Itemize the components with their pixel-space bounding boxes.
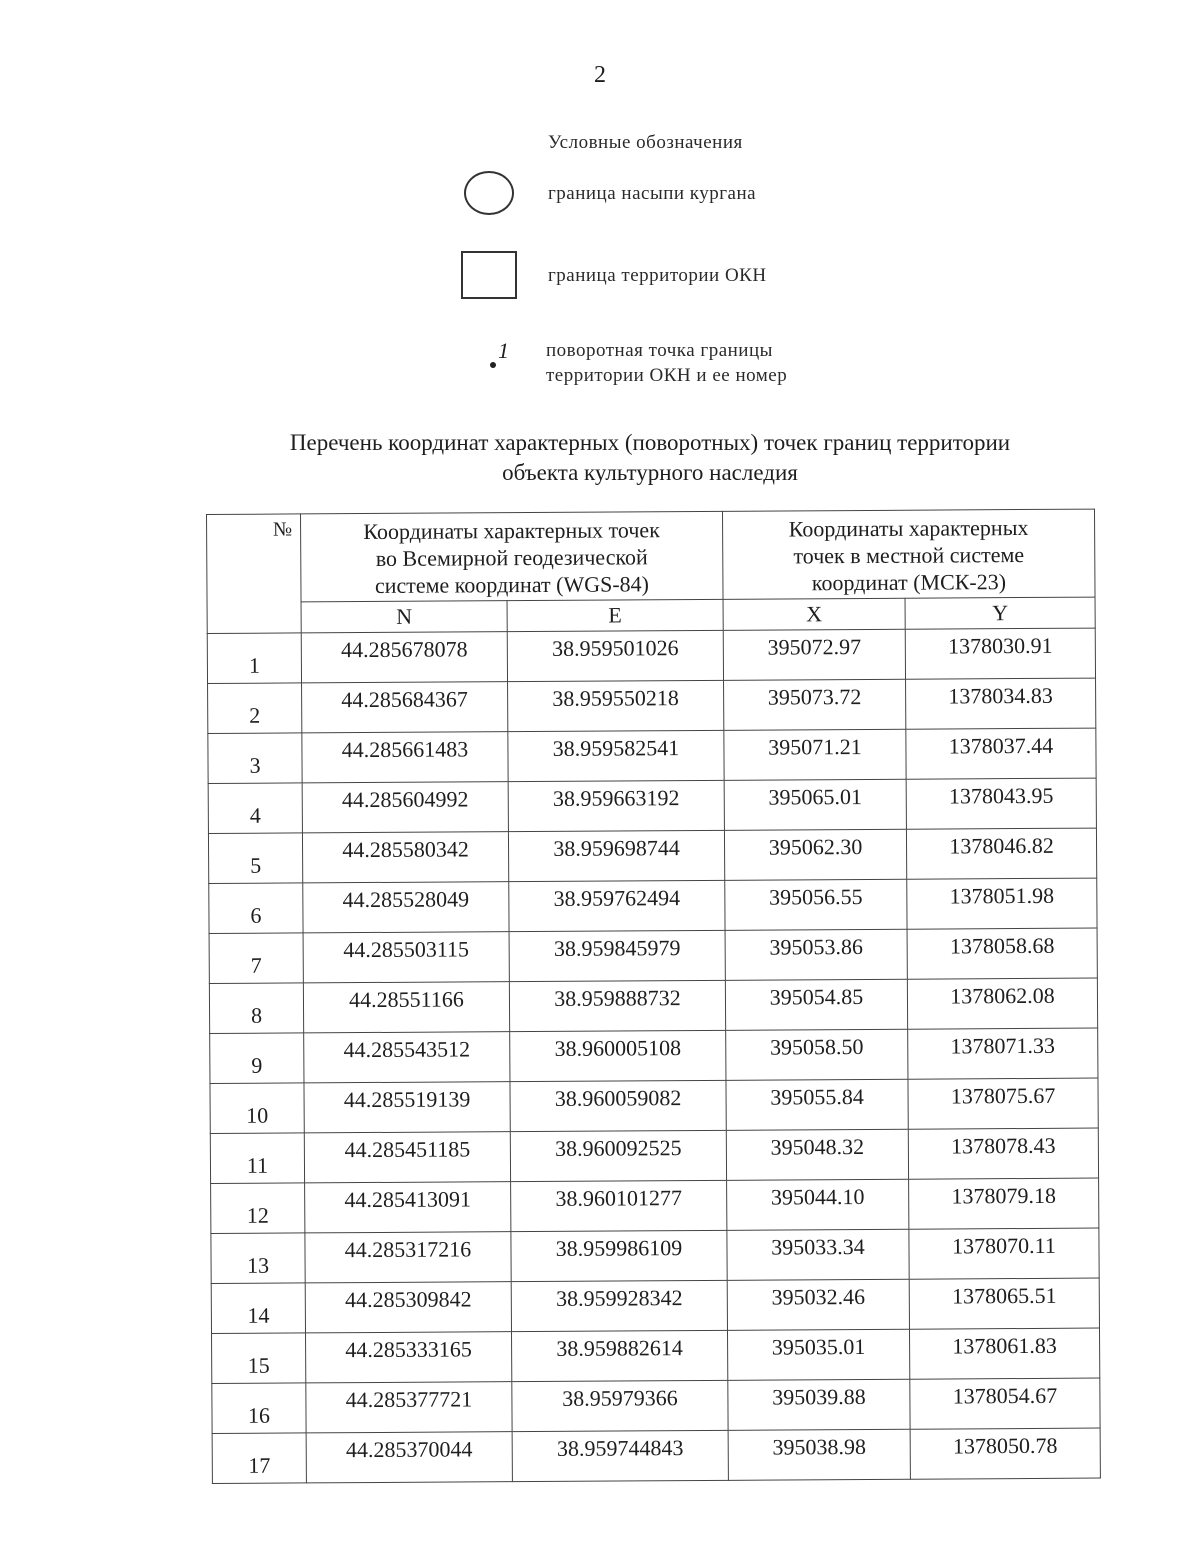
x-coordinate-cell: 395058.50 — [726, 1029, 908, 1080]
e-coordinate-cell: 38.959986109 — [511, 1230, 727, 1281]
n-coordinate-cell: 44.285413091 — [305, 1182, 511, 1233]
e-coordinate-cell: 38.960092525 — [510, 1130, 726, 1181]
e-coordinate-cell: 38.959928342 — [511, 1280, 727, 1331]
header-msk23-line2: точек в местной системе — [793, 542, 1025, 569]
table-row — [207, 628, 1095, 683]
x-coordinate-cell: 395056.55 — [725, 879, 907, 930]
legend-item-turning-point — [478, 338, 787, 388]
row-number-cell: 2 — [208, 683, 302, 734]
y-coordinate-cell: 1378030.91 — [905, 628, 1095, 679]
e-coordinate-cell: 38.959845979 — [509, 930, 725, 981]
table-row — [212, 1378, 1100, 1433]
header-wgs84-line2: во Всемирной геодезической — [375, 544, 648, 571]
square-icon — [460, 250, 518, 300]
header-msk23-line1: Координаты характерных — [788, 514, 1029, 542]
e-coordinate-cell: 38.959882614 — [512, 1330, 728, 1381]
page-number: 2 — [594, 62, 606, 88]
table-title-line1: Перечень координат характерных (поворотных) точек границ территории — [289, 430, 1011, 455]
row-number-cell: 13 — [211, 1233, 305, 1284]
row-number-cell: 15 — [212, 1333, 306, 1384]
e-coordinate-cell: 38.960005108 — [510, 1030, 726, 1081]
x-coordinate-cell: 395071.21 — [724, 729, 906, 780]
header-msk23-line3: координат (МСК-23) — [811, 569, 1007, 596]
y-coordinate-cell: 1378079.18 — [909, 1178, 1099, 1229]
y-coordinate-cell: 1378046.82 — [906, 828, 1096, 879]
row-number-cell: 7 — [209, 933, 303, 984]
x-coordinate-cell: 395053.86 — [725, 929, 907, 980]
row-number-cell: 4 — [208, 783, 302, 834]
x-coordinate-cell: 395044.10 — [727, 1179, 909, 1230]
table-row — [211, 1178, 1099, 1233]
n-coordinate-cell: 44.285317216 — [305, 1232, 511, 1283]
e-coordinate-cell: 38.960059082 — [510, 1080, 726, 1131]
n-coordinate-cell: 44.285528049 — [303, 882, 509, 933]
e-coordinate-cell: 38.95979366 — [512, 1380, 728, 1431]
header-wgs84-line1: Координаты характерных точек — [363, 517, 660, 545]
y-coordinate-cell: 1378071.33 — [908, 1028, 1098, 1079]
row-number-cell: 16 — [212, 1383, 306, 1434]
header-wgs84-line3: системе координат (WGS-84) — [374, 571, 650, 598]
n-coordinate-cell: 44.285519139 — [304, 1082, 510, 1133]
e-coordinate-cell: 38.959762494 — [509, 880, 725, 931]
table-row — [211, 1278, 1099, 1333]
coordinates-table-body — [207, 628, 1100, 1483]
x-coordinate-cell: 395065.01 — [724, 779, 906, 830]
circle-icon — [460, 168, 518, 218]
table-row — [212, 1328, 1100, 1383]
point-marker-number: 1 — [498, 338, 509, 363]
y-coordinate-cell: 1378075.67 — [908, 1078, 1098, 1129]
legend-title: Условные обозначения — [548, 132, 743, 153]
row-number-cell: 14 — [211, 1283, 305, 1334]
header-e: E — [507, 599, 723, 631]
y-coordinate-cell: 1378034.83 — [906, 678, 1096, 729]
x-coordinate-cell: 395039.88 — [728, 1379, 910, 1430]
n-coordinate-cell: 44.285543512 — [304, 1032, 510, 1083]
n-coordinate-cell: 44.285309842 — [305, 1282, 511, 1333]
header-n: N — [301, 601, 507, 633]
e-coordinate-cell: 38.959663192 — [508, 780, 724, 831]
n-coordinate-cell: 44.285333165 — [306, 1332, 512, 1383]
e-coordinate-cell: 38.959744843 — [512, 1430, 728, 1481]
y-coordinate-cell: 1378070.11 — [909, 1228, 1099, 1279]
e-coordinate-cell: 38.959698744 — [508, 830, 724, 881]
n-coordinate-cell: 44.285678078 — [301, 632, 507, 683]
e-coordinate-cell: 38.959888732 — [509, 980, 725, 1031]
row-number-cell: 10 — [210, 1083, 304, 1134]
y-coordinate-cell: 1378051.98 — [907, 878, 1097, 929]
point-marker-icon — [478, 338, 518, 388]
legend-label-mound-boundary: граница насыпи кургана — [548, 182, 757, 204]
y-coordinate-cell: 1378037.44 — [906, 728, 1096, 779]
coordinates-table — [206, 509, 1101, 1484]
n-coordinate-cell: 44.285370044 — [306, 1432, 512, 1483]
row-number-cell: 3 — [208, 733, 302, 784]
n-coordinate-cell: 44.285604992 — [302, 782, 508, 833]
header-msk23 — [722, 509, 1095, 599]
row-number-cell: 1 — [207, 633, 301, 684]
e-coordinate-cell: 38.959582541 — [508, 730, 724, 781]
table-row — [210, 1028, 1098, 1083]
table-row — [208, 828, 1096, 883]
legend-label-turning-point — [546, 338, 787, 388]
legend-item-okn-boundary — [460, 250, 767, 300]
row-number-cell: 6 — [209, 883, 303, 934]
row-number-cell: 9 — [210, 1033, 304, 1084]
table-title — [150, 428, 1150, 488]
table-title-line2: объекта культурного наследия — [502, 460, 798, 485]
x-coordinate-cell: 395054.85 — [725, 979, 907, 1030]
header-number: № — [207, 514, 302, 634]
header-x: X — [723, 598, 905, 630]
e-coordinate-cell: 38.959501026 — [507, 630, 723, 681]
table-row — [208, 678, 1096, 733]
x-coordinate-cell: 395062.30 — [724, 829, 906, 880]
x-coordinate-cell: 395055.84 — [726, 1079, 908, 1130]
n-coordinate-cell: 44.285661483 — [302, 732, 508, 783]
x-coordinate-cell: 395033.34 — [727, 1229, 909, 1280]
y-coordinate-cell: 1378054.67 — [910, 1378, 1100, 1429]
x-coordinate-cell: 395072.97 — [723, 629, 905, 680]
y-coordinate-cell: 1378058.68 — [907, 928, 1097, 979]
y-coordinate-cell: 1378065.51 — [909, 1278, 1099, 1329]
table-row — [211, 1228, 1099, 1283]
table-row — [212, 1428, 1100, 1483]
y-coordinate-cell: 1378078.43 — [908, 1128, 1098, 1179]
legend-label-line2: территории ОКН и ее номер — [546, 365, 788, 386]
legend-label-okn-boundary: граница территории ОКН — [548, 264, 767, 286]
x-coordinate-cell: 395048.32 — [726, 1129, 908, 1180]
y-coordinate-cell: 1378061.83 — [909, 1328, 1099, 1379]
n-coordinate-cell: 44.28551166 — [303, 982, 509, 1033]
x-coordinate-cell: 395035.01 — [727, 1329, 909, 1380]
row-number-cell: 12 — [211, 1183, 305, 1234]
y-coordinate-cell: 1378050.78 — [910, 1428, 1100, 1479]
table-row — [209, 878, 1097, 933]
row-number-cell: 17 — [212, 1433, 306, 1484]
n-coordinate-cell: 44.285377721 — [306, 1382, 512, 1433]
y-coordinate-cell: 1378062.08 — [907, 978, 1097, 1029]
table-row — [209, 978, 1097, 1033]
row-number-cell: 11 — [210, 1133, 304, 1184]
x-coordinate-cell: 395073.72 — [724, 679, 906, 730]
legend-label-line1: поворотная точка границы — [546, 340, 773, 361]
n-coordinate-cell: 44.285451185 — [304, 1132, 510, 1183]
header-y: Y — [905, 597, 1095, 629]
e-coordinate-cell: 38.959550218 — [508, 680, 724, 731]
row-number-cell: 8 — [209, 983, 303, 1034]
legend-item-mound-boundary — [460, 168, 756, 218]
x-coordinate-cell: 395032.46 — [727, 1279, 909, 1330]
table-row — [208, 728, 1096, 783]
n-coordinate-cell: 44.285580342 — [302, 832, 508, 883]
e-coordinate-cell: 38.960101277 — [511, 1180, 727, 1231]
n-coordinate-cell: 44.285684367 — [302, 682, 508, 733]
header-wgs84 — [301, 511, 724, 602]
table-row — [209, 928, 1097, 983]
y-coordinate-cell: 1378043.95 — [906, 778, 1096, 829]
row-number-cell: 5 — [208, 833, 302, 884]
table-row — [210, 1078, 1098, 1133]
table-row — [210, 1128, 1098, 1183]
x-coordinate-cell: 395038.98 — [728, 1429, 910, 1480]
table-row — [208, 778, 1096, 833]
n-coordinate-cell: 44.285503115 — [303, 932, 509, 983]
